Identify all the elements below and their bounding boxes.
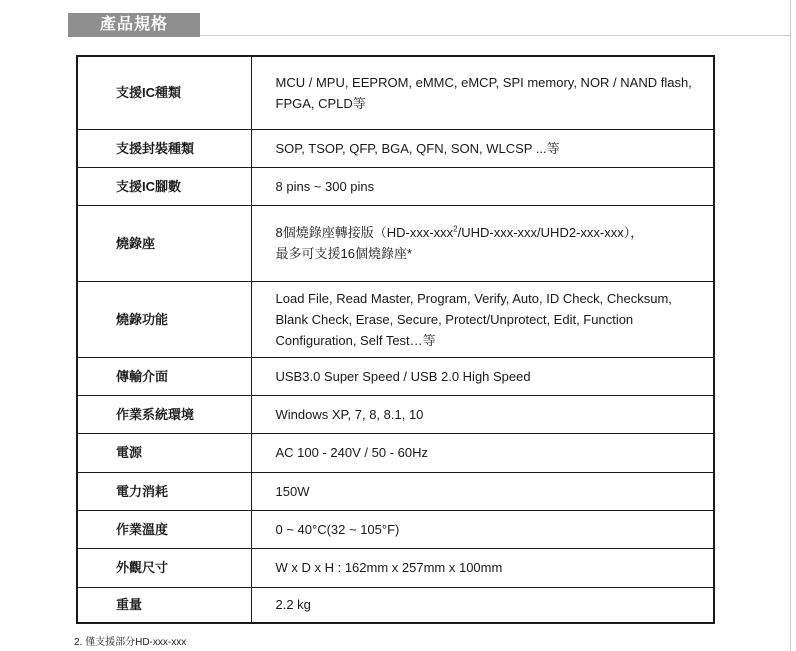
spec-value-line: 2.2 kg	[275, 597, 311, 613]
socket-line-1-suffix: /UHD-xxx-xxx/UHD2-xxx-xxx），	[457, 225, 644, 240]
spec-value	[251, 205, 714, 281]
spec-label: 燒錄功能	[77, 281, 251, 357]
spec-value-line: 0 ~ 40°C(32 ~ 105°F)	[275, 521, 400, 537]
spec-label: 作業溫度	[77, 510, 251, 548]
spec-row	[77, 510, 714, 548]
page-edge	[790, 0, 791, 651]
spec-value-line: SOP, TSOP, QFP, BGA, QFN, SON, WLCSP ...等	[275, 140, 560, 156]
spec-value-line: 8 pins ~ 300 pins	[275, 178, 375, 194]
spec-value	[251, 56, 714, 129]
spec-label: 支援IC腳數	[77, 167, 251, 205]
socket-line-1	[276, 222, 714, 243]
spec-value-line: MCU / MPU, EEPROM, eMMC, eMCP, SPI memory, NOR / NAND flash,	[275, 74, 692, 90]
spec-table	[76, 55, 715, 624]
spec-value	[251, 587, 714, 623]
spec-row	[77, 205, 714, 281]
socket-line-2: 最多可支援16個燒錄座*	[275, 246, 413, 261]
spec-value-line: Load File, Read Master, Program, Verify, Auto, ID Check, Checksum,	[275, 290, 672, 306]
spec-value-line: Windows XP, 7, 8, 8.1, 10	[275, 406, 424, 422]
spec-row	[77, 281, 714, 357]
spec-value	[251, 129, 714, 167]
spec-row	[77, 395, 714, 433]
spec-value	[251, 167, 714, 205]
spec-row	[77, 433, 714, 472]
section-title: 產品規格	[68, 13, 200, 37]
socket-line-1-prefix: 8個燒錄座轉接版（HD-xxx-xxx	[275, 225, 454, 240]
spec-row	[77, 472, 714, 510]
spec-value-line: W x D x H : 162mm x 257mm x 100mm	[275, 560, 503, 575]
spec-label: 支援IC種類	[77, 56, 251, 129]
spec-value	[251, 433, 714, 472]
spec-row	[77, 167, 714, 205]
title-rule	[200, 35, 790, 36]
spec-row	[77, 587, 714, 623]
spec-value	[251, 472, 714, 510]
spec-label: 燒錄座	[77, 205, 251, 281]
spec-label: 作業系統環境	[77, 395, 251, 433]
spec-value	[251, 281, 714, 357]
spec-table-body	[77, 56, 714, 623]
spec-label: 外觀尺寸	[77, 548, 251, 587]
spec-label: 重量	[77, 587, 251, 623]
spec-value	[251, 395, 714, 433]
spec-row	[77, 56, 714, 129]
spec-value	[251, 357, 714, 395]
spec-value-line: Configuration, Self Test…等	[275, 332, 436, 348]
spec-value	[251, 510, 714, 548]
spec-row	[77, 129, 714, 167]
spec-row	[77, 548, 714, 587]
spec-value	[251, 548, 714, 587]
spec-value-line: Blank Check, Erase, Secure, Protect/Unprotect, Edit, Function	[275, 311, 634, 327]
spec-row	[77, 357, 714, 395]
spec-value-line: AC 100 - 240V / 50 - 60Hz	[275, 445, 428, 460]
spec-label: 電力消耗	[77, 472, 251, 510]
spec-label: 支援封裝種類	[77, 129, 251, 167]
footnote-marker: 2	[453, 224, 458, 234]
spec-label: 傳輸介面	[77, 357, 251, 395]
spec-label: 電源	[77, 433, 251, 472]
spec-value-line: USB3.0 Super Speed / USB 2.0 High Speed	[275, 368, 531, 384]
spec-value-line: FPGA, CPLD等	[275, 95, 366, 111]
spec-value-line: 150W	[275, 483, 310, 499]
footnote: 2. 僅支援部分HD-xxx-xxx	[74, 637, 187, 648]
